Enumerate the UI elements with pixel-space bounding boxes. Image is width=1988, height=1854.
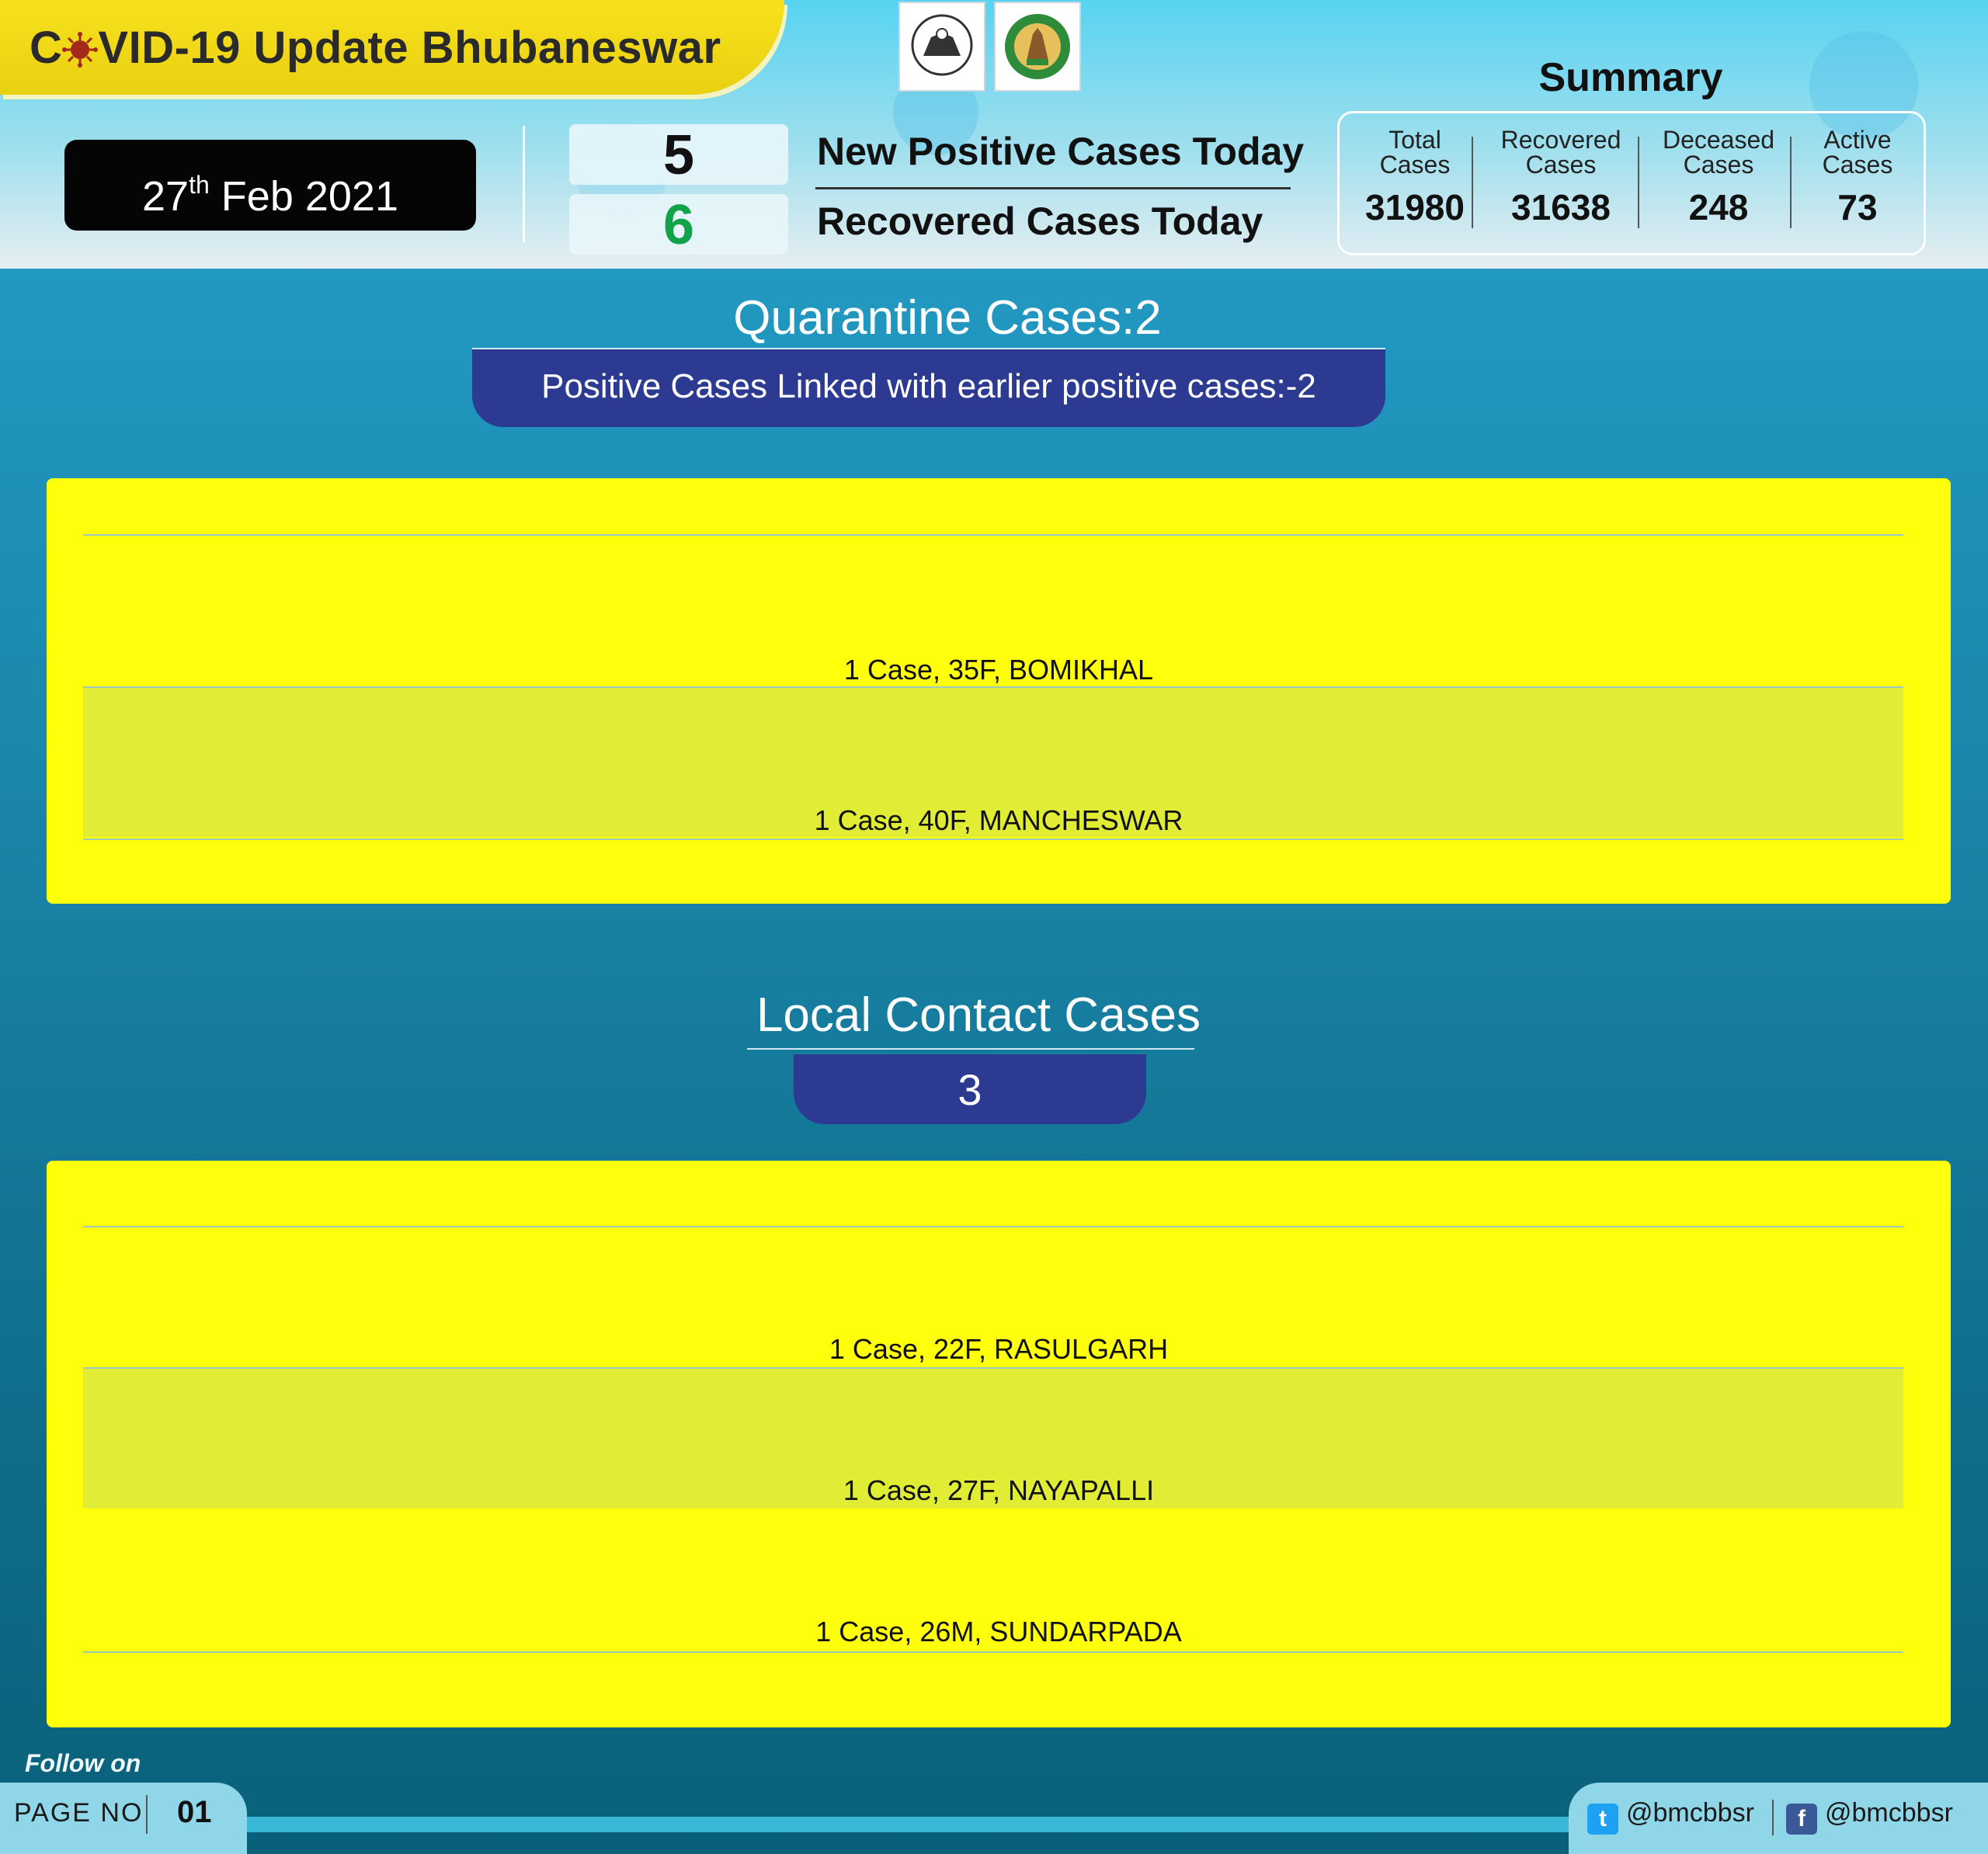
new-positive-count: 5 (569, 124, 788, 185)
summary-label: Cases (1379, 151, 1451, 179)
summary-label: Cases (1525, 151, 1597, 179)
follow-label: Follow on (25, 1749, 141, 1777)
recovered-label: Recovered Cases Today (817, 200, 1263, 243)
list-item: 1 Case, 40F, MANCHESWAR (814, 804, 1183, 836)
quarantine-panel (47, 478, 1951, 904)
twitter-handle: @bmcbbsr (1626, 1798, 1754, 1828)
covid-virus-icon (62, 32, 98, 68)
list-item: 1 Case, 26M, SUNDARPADA (815, 1616, 1182, 1647)
page-number: 01 (177, 1795, 212, 1829)
list-item: 1 Case, 22F, RASULGARH (829, 1333, 1169, 1365)
list-item: 1 Case, 27F, NAYAPALLI (843, 1474, 1155, 1506)
list-item: 1 Case, 35F, BOMIKHAL (843, 654, 1154, 686)
social-separator (1772, 1800, 1774, 1835)
title-prefix: C (30, 23, 63, 73)
row-divider (83, 534, 1903, 536)
summary-label: Cases (1822, 151, 1893, 179)
local-contact-panel (47, 1161, 1951, 1727)
twitter-icon: t (1587, 1804, 1618, 1835)
summary-value: 73 (1837, 187, 1878, 227)
summary-label: Total (1388, 126, 1441, 154)
summary-label: Recovered (1500, 126, 1621, 154)
summary-label: Deceased (1662, 126, 1775, 154)
summary-value: 248 (1688, 187, 1749, 227)
stat-divider (815, 187, 1291, 189)
header-divider (523, 126, 525, 242)
summary-label: Active (1823, 126, 1892, 154)
local-contact-heading: Local Contact Cases (756, 988, 1201, 1042)
summary-box (1337, 111, 1926, 255)
summary-separator (1790, 137, 1792, 228)
quarantine-heading: Quarantine Cases:2 (733, 291, 1162, 345)
summary-value: 31638 (1511, 187, 1611, 227)
page-label: PAGE NO (14, 1798, 144, 1828)
bmc-logo-icon (994, 2, 1081, 92)
local-contact-count: 3 (794, 1054, 1146, 1124)
odisha-emblem-icon (898, 2, 985, 92)
summary-label: Cases (1683, 151, 1754, 179)
row-divider (83, 1367, 1903, 1369)
date-day: 27 (142, 173, 189, 220)
summary-separator (1638, 137, 1639, 228)
row-divider (83, 1226, 1903, 1227)
title-suffix: VID-19 Update Bhubaneswar (98, 23, 721, 73)
row-divider (83, 838, 1903, 840)
summary-separator (1472, 137, 1473, 228)
facebook-handle: @bmcbbsr (1825, 1798, 1953, 1828)
title-banner (0, 0, 784, 95)
social-tab (1569, 1783, 1988, 1854)
quarantine-subheading: Positive Cases Linked with earlier positive cases:-2 (472, 349, 1385, 427)
summary-recovered (1484, 127, 1638, 228)
date-ordinal: th (189, 171, 210, 199)
date-month-year: Feb 2021 (221, 173, 398, 220)
page-title (30, 22, 721, 74)
page-number-tab (0, 1783, 247, 1854)
summary-active (1793, 127, 1922, 228)
page-separator (146, 1795, 148, 1834)
recovered-count: 6 (569, 194, 788, 255)
summary-deceased (1642, 127, 1795, 228)
date-badge (64, 140, 476, 231)
facebook-link[interactable] (1786, 1798, 1953, 1835)
row-divider (83, 686, 1903, 688)
new-positive-label: New Positive Cases Today (817, 130, 1305, 173)
summary-title: Summary (1538, 55, 1723, 100)
summary-total (1349, 127, 1481, 228)
facebook-icon: f (1786, 1804, 1817, 1835)
twitter-link[interactable] (1587, 1798, 1754, 1835)
heading-rule (747, 1048, 1194, 1050)
row-divider (83, 1651, 1903, 1653)
summary-value: 31980 (1365, 187, 1465, 227)
